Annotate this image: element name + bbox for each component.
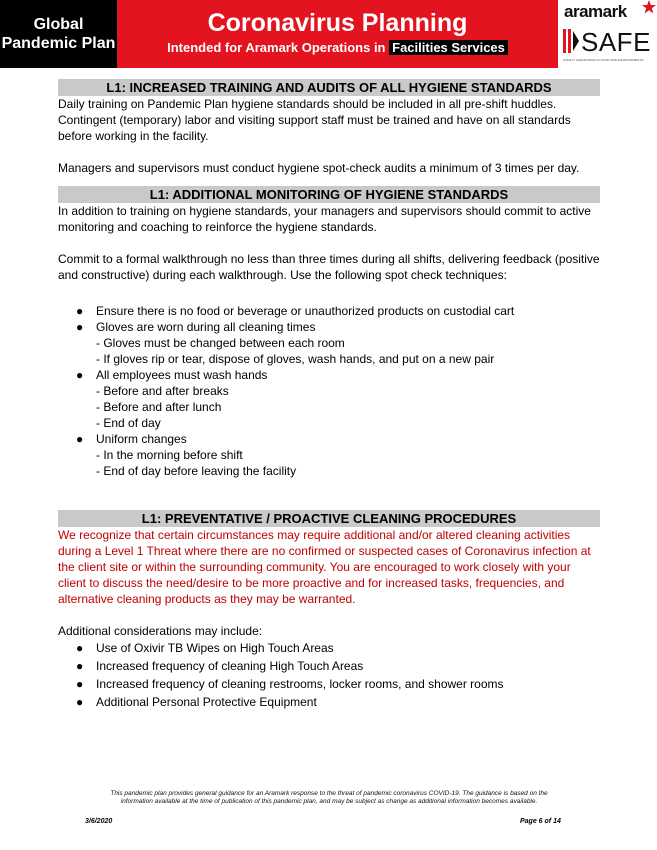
bullet-dot: ● xyxy=(76,695,84,709)
bullet-dot: ● xyxy=(76,304,84,318)
considerations-list xyxy=(58,639,600,711)
bullet-dot: ● xyxy=(76,320,84,334)
bullet-dot: ● xyxy=(76,641,84,655)
list-item-text: Increased frequency of cleaning High Touch Areas xyxy=(96,659,364,673)
list-item-text: Use of Oxivir TB Wipes on High Touch Areas xyxy=(96,641,334,655)
bullet-dot: ● xyxy=(76,677,84,691)
paragraph-line: and constructive) during each walkthrough. Use the following spot check techniques: xyxy=(58,268,507,282)
page-header xyxy=(0,0,657,68)
alert-paragraph-line: alternative cleaning products as they may be warranted. xyxy=(58,592,356,606)
safe-tagline: SAFETY ASSURANCE IN FOOD AND ENVIRONMENTS xyxy=(563,58,644,62)
footer-disclaimer xyxy=(58,790,600,806)
paragraph-line: Managers and supervisors must conduct hygiene spot-check audits a minimum of 3 times per day. xyxy=(58,161,580,175)
list-item xyxy=(58,639,600,657)
list-item xyxy=(58,693,600,711)
paragraph-line: monitoring and coaching to reinforce the hygiene standards. xyxy=(58,220,377,234)
list-item xyxy=(58,319,600,335)
list-item xyxy=(58,367,600,383)
document-title: Coronavirus Planning xyxy=(207,9,468,37)
list-item-text: Ensure there is no food or beverage or unauthorized products on custodial cart xyxy=(96,304,515,318)
section-heading-monitoring: L1: ADDITIONAL MONITORING OF HYGIENE STANDARDS xyxy=(58,186,600,203)
sub-item: - Gloves must be changed between each room xyxy=(96,336,345,350)
page-body xyxy=(58,79,600,711)
sub-item: - In the morning before shift xyxy=(96,448,243,462)
footer-disclaimer-line: information available at the time of publication of this pandemic plan, and may be subject as change as additional information becomes available. xyxy=(120,798,538,805)
list-item xyxy=(58,657,600,675)
bullet-dot: ● xyxy=(76,659,84,673)
alert-paragraph-line: during a Level 1 Threat where there are no confirmed or suspected cases of Coronavirus infection at xyxy=(58,544,591,558)
list-item-text: Increased frequency of cleaning restrooms, locker rooms, and shower rooms xyxy=(96,677,504,691)
safe-logo-text: SAFE xyxy=(581,27,651,57)
safe-mark-icon xyxy=(563,29,579,53)
plan-label-line2: Pandemic Plan xyxy=(1,35,116,52)
list-item xyxy=(58,431,600,447)
sub-item: - Before and after lunch xyxy=(96,400,222,414)
list-item-text: Gloves are worn during all cleaning times xyxy=(96,320,316,334)
paragraph-line: Contingent (temporary) labor and visiting support staff must be trained and have on all standards xyxy=(58,113,571,127)
sub-item: - End of day before leaving the facility xyxy=(96,464,297,478)
title-banner xyxy=(117,0,558,68)
page-number: Page 6 of 14 xyxy=(520,818,561,825)
brand-logos xyxy=(558,0,657,68)
list-item-text: Additional Personal Protective Equipment xyxy=(96,695,317,709)
bullet-dot: ● xyxy=(76,432,84,446)
footer-date: 3/6/2020 xyxy=(85,818,113,825)
paragraph-line: In addition to training on hygiene standards, your managers and supervisors should commit to active xyxy=(58,204,591,218)
subtitle-prefix: Intended for Aramark Operations in xyxy=(167,40,386,55)
sub-item: - If gloves rip or tear, dispose of gloves, wash hands, and put on a new pair xyxy=(96,352,495,366)
paragraph-line: Commit to a formal walkthrough no less than three times during all shifts, delivering feedback (positive xyxy=(58,252,600,266)
alert-paragraph-line: client to discuss the need/desire to be more proactive and for increased tasks, frequencies, and xyxy=(58,576,565,590)
alert-paragraph-line: We recognize that certain circumstances may require additional and/or altered cleaning activities xyxy=(58,528,571,542)
document-subtitle xyxy=(117,40,558,55)
plan-label-box xyxy=(0,0,117,68)
section-heading-cleaning: L1: PREVENTATIVE / PROACTIVE CLEANING PROCEDURES xyxy=(58,510,600,527)
sub-item: - End of day xyxy=(96,416,161,430)
footer-disclaimer-line: This pandemic plan provides general guidance for an Aramark response to the threat of pandemic coronavirus COVID-19. The guidance is based on the xyxy=(110,790,548,797)
star-icon xyxy=(642,0,656,14)
aramark-logo: aramark xyxy=(564,2,627,21)
bullet-dot: ● xyxy=(76,368,84,382)
paragraph-line: Additional considerations may include: xyxy=(58,624,263,638)
alert-paragraph-line: the client site or within the surrounding community. You are encouraged to work closely with your xyxy=(58,560,571,574)
subtitle-highlight: Facilities Services xyxy=(389,40,508,55)
plan-label-line1: Global xyxy=(33,16,84,33)
spot-check-list xyxy=(58,303,600,479)
paragraph-line: before working in the facility. xyxy=(58,129,209,143)
paragraph-line: Daily training on Pandemic Plan hygiene standards should be included in all pre-shift huddles. xyxy=(58,97,557,111)
sub-item: - Before and after breaks xyxy=(96,384,229,398)
list-item xyxy=(58,675,600,693)
list-item-text: All employees must wash hands xyxy=(96,368,268,382)
list-item-text: Uniform changes xyxy=(96,432,187,446)
list-item xyxy=(58,303,600,319)
section-heading-training: L1: INCREASED TRAINING AND AUDITS OF ALL HYGIENE STANDARDS xyxy=(58,79,600,96)
